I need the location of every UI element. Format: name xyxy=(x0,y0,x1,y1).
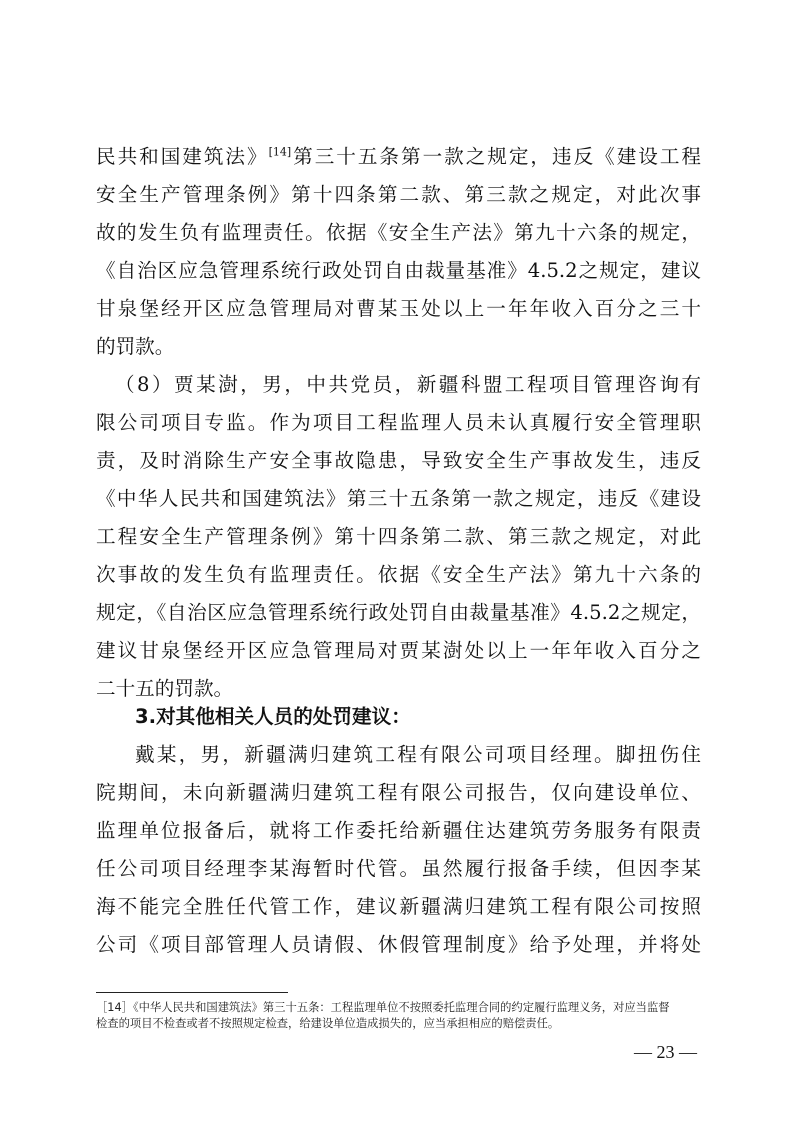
para2-line-6: 次事故的发生负有监理责任。依据《安全生产法》第九十六条的 xyxy=(96,563,701,586)
section-heading: 3.对其他相关人员的处罚建议： xyxy=(135,705,411,728)
para1-line-3: 故的发生负有监理责任。依据《安全生产法》第九十六条的规定， xyxy=(96,221,701,244)
footnote-line-1: ［14］《中华人民共和国建筑法》第三十五条：工程监理单位不按照委托监理合同的约定履行监理义务，对应当监督 xyxy=(96,1001,670,1014)
para3-line-1: 戴某，男，新疆满归建筑工程有限公司项目经理。脚扭伤住 xyxy=(135,743,701,766)
page-number: — 23 — xyxy=(634,1042,697,1062)
footnote-divider xyxy=(96,992,288,993)
para3-line-2: 院期间，未向新疆满归建筑工程有限公司报告，仅向建设单位、 xyxy=(96,781,701,804)
para2-line-5: 工程安全生产管理条例》第十四条第二款、第三款之规定，对此 xyxy=(96,525,701,548)
footnote-line-2: 检查的项目不检查或者不按照规定检查，给建设单位造成损失的，应当承担相应的赔偿责任。 xyxy=(96,1017,560,1030)
para1-line-2: 安全生产管理条例》第十四条第二款、第三款之规定，对此次事 xyxy=(96,183,701,206)
para3-line-6: 公司《项目部管理人员请假、休假管理制度》给予处理，并将处 xyxy=(96,933,701,956)
para1-line-4: 《自治区应急管理系统行政处罚自由裁量基准》4.5.2之规定，建议 xyxy=(96,259,701,282)
para2-line-1: （8）贾某澍，男，中共党员，新疆科盟工程项目管理咨询有 xyxy=(115,373,701,396)
para3-line-3: 监理单位报备后，就将工作委托给新疆住达建筑劳务服务有限责 xyxy=(96,819,701,842)
para1-line-5: 甘泉堡经开区应急管理局对曹某玉处以上一年年收入百分之三十 xyxy=(96,297,701,320)
para1-line-6: 的罚款。 xyxy=(96,335,175,358)
footnote-ref[interactable]: [14] xyxy=(268,145,292,159)
para2-line-2: 限公司项目专监。作为项目工程监理人员未认真履行安全管理职 xyxy=(96,411,701,434)
para2-line-8: 建议甘泉堡经开区应急管理局对贾某澍处以上一年年收入百分之 xyxy=(96,639,701,662)
para3-line-5: 海不能完全胜任代管工作，建议新疆满归建筑工程有限公司按照 xyxy=(96,895,701,918)
para2-line-4: 《中华人民共和国建筑法》第三十五条第一款之规定，违反《建设 xyxy=(96,487,701,510)
para3-line-4: 任公司项目经理李某海暂时代管。虽然履行报备手续，但因李某 xyxy=(96,857,701,880)
para2-line-9: 二十五的罚款。 xyxy=(96,677,234,700)
para2-line-7: 规定，《自治区应急管理系统行政处罚自由裁量基准》4.5.2之规定， xyxy=(96,601,701,624)
para2-line-3: 责，及时消除生产安全事故隐患，导致安全生产事故发生，违反 xyxy=(96,449,701,472)
para1-line-1: 民共和国建筑法》[14]第三十五条第一款之规定，违反《建设工程 xyxy=(96,145,702,168)
